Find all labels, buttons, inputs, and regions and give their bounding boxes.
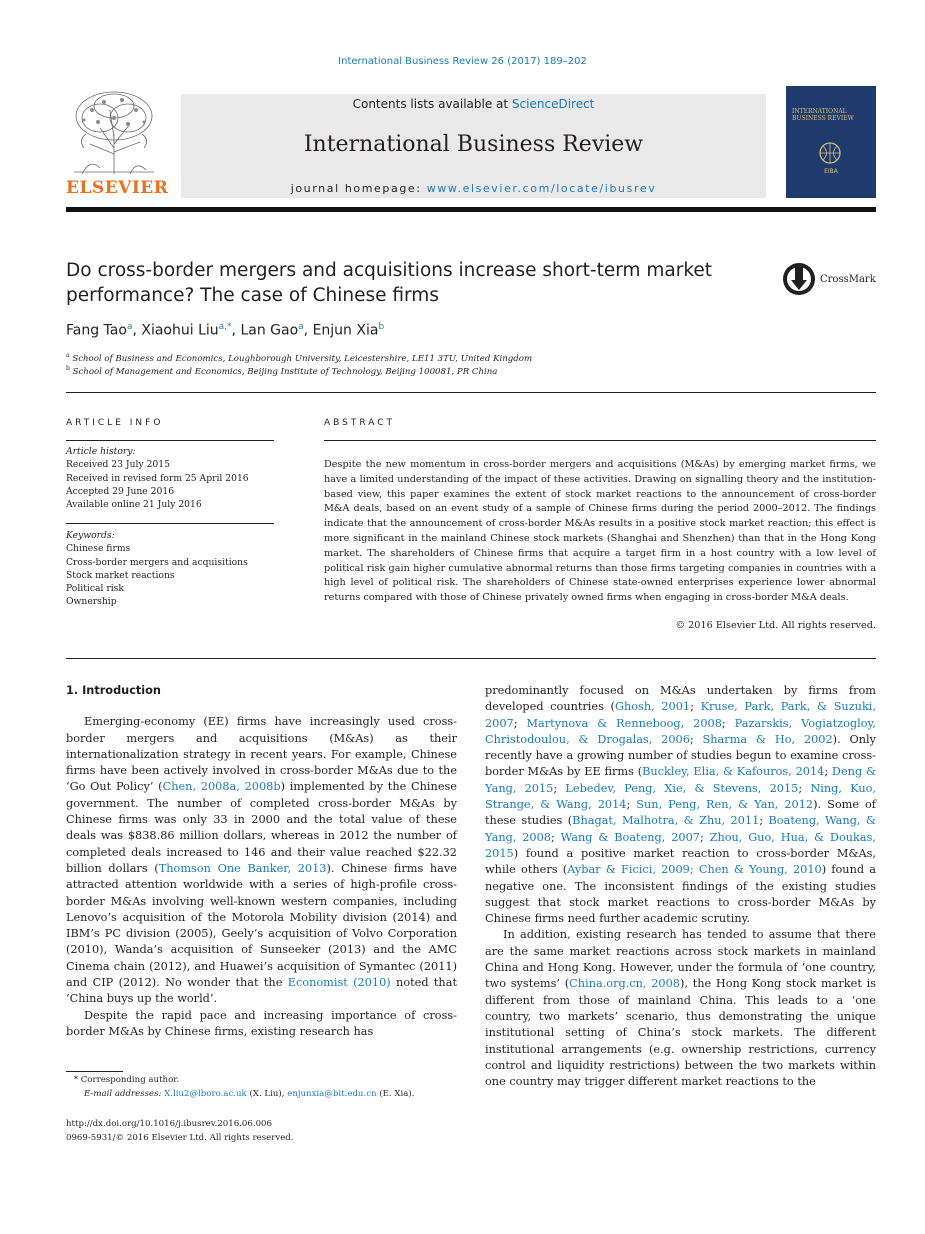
body-column-right xyxy=(485,683,876,1090)
paragraph-text: Emerging-economy (EE) firms have increasingly used cross-border mergers and acquisitions (M&As) as their internationalization strategy in recent years. For example, Chinese firms have been actively involved in cross-border M&As due to the ‘Go Out Policy’ ( xyxy=(66,715,457,794)
keyword: Political risk xyxy=(66,583,124,595)
paragraph-text: ), the Hong Kong stock market is different from those of mainland China. This leads to a ‘one country, two markets’ scenario, thus demonstrating the unique institutional setting of China’s stock markets. The different institutional arrangements (e.g. ownership restrictions, currency control and liquidity restrictions) between the two markets within one country may trigger different market reactions to the xyxy=(485,977,877,1089)
paragraph-text: predominantly focused on M&As undertaken by firms from developed countries ( xyxy=(485,684,876,714)
author-separator: , xyxy=(303,322,313,339)
contents-prefix: Contents lists available at xyxy=(352,97,512,111)
paragraph-text: ; xyxy=(699,830,710,844)
email-link[interactable]: X.liu2@lboro.ac.uk xyxy=(164,1089,247,1099)
affiliation-text: School of Management and Economics, Beijing Institute of Technology, Beijing 100081, PR China xyxy=(72,366,498,377)
crossmark-label: CrossMark xyxy=(820,274,876,285)
journal-cover-image[interactable] xyxy=(786,86,876,198)
elsevier-logo[interactable] xyxy=(66,86,169,198)
paragraph-text: ; xyxy=(513,716,527,730)
author-list xyxy=(66,322,384,339)
paragraph-text: ; xyxy=(721,716,735,730)
crossmark-badge[interactable] xyxy=(782,262,882,296)
paragraph-text: ). Only recently have a growing number of studies begun to examine cross-border M&As by EE firms ( xyxy=(485,732,877,779)
author-affil-mark[interactable]: a xyxy=(298,322,304,332)
author-affil-mark[interactable]: a xyxy=(126,322,133,332)
paragraph-text: ; xyxy=(551,830,561,844)
author-affil-mark[interactable]: b xyxy=(378,322,385,332)
paragraph-text: ; xyxy=(690,700,701,714)
journal-masthead xyxy=(181,94,766,198)
paragraph-text: In addition, existing research has tended to assume that there are the same market reactions across stock markets in mainland China and Hong Kong. However, under the formula of ‘one country, two systems’ ( xyxy=(485,928,876,991)
history-item: Received in revised form 25 April 2016 xyxy=(66,472,249,484)
homepage-prefix: journal homepage: xyxy=(290,182,427,195)
citation-link[interactable]: Boateng, Wang, & Yang, 2008 xyxy=(485,814,876,844)
author-name[interactable]: Fang Tao xyxy=(66,322,127,339)
article-info-rule xyxy=(66,440,274,441)
citation-link[interactable]: Wang & Boateng, 2007 xyxy=(560,830,700,844)
citation-link[interactable]: Sharma & Ho, 2002 xyxy=(702,732,833,746)
homepage-line xyxy=(181,182,766,195)
citation-link[interactable]: Buckley, Elia, & Kafouros, 2014 xyxy=(642,765,825,779)
history-item: Received 23 July 2015 xyxy=(66,459,170,471)
email-link[interactable]: enjunxia@bit.edu.cn xyxy=(287,1089,377,1099)
keyword: Chinese firms xyxy=(66,543,131,555)
footnote-rule xyxy=(66,1071,123,1072)
citation-link[interactable]: Martynova & Renneboog, 2008 xyxy=(526,716,722,730)
history-item: Available online 21 July 2016 xyxy=(66,499,202,511)
keywords-heading: Keywords: xyxy=(66,530,115,541)
body-paragraph xyxy=(485,683,876,927)
body-column-left xyxy=(66,683,457,1040)
paragraph-text: ; xyxy=(689,732,703,746)
author-affil-mark[interactable]: a,* xyxy=(218,322,232,332)
body-paragraph xyxy=(66,1008,457,1041)
paragraph-text: ; xyxy=(553,781,566,795)
keyword: Cross-border mergers and acquisitions xyxy=(66,556,248,568)
sciencedirect-link[interactable]: ScienceDirect xyxy=(511,97,595,111)
citation-link[interactable]: Thomson One Banker, 2013 xyxy=(158,861,327,875)
affiliation-mark: b xyxy=(66,365,70,372)
author-name[interactable]: Lan Gao xyxy=(240,322,299,339)
history-item: Accepted 29 June 2016 xyxy=(66,485,175,497)
email-owner: (E. Xia). xyxy=(376,1089,415,1099)
journal-citation-link[interactable]: International Business Review 26 (2017) 189–202 xyxy=(338,56,587,67)
history-heading: Article history: xyxy=(66,446,136,457)
author-separator: , xyxy=(132,322,142,339)
paragraph-text: ; xyxy=(759,814,769,828)
affiliation-mark: a xyxy=(66,352,70,359)
paragraph-text: Despite the rapid pace and increasing importance of cross-border M&As by Chinese firms, existing research has xyxy=(66,1008,457,1038)
paragraph-text: noted that ‘China buys up the world’. xyxy=(66,976,457,1006)
corresponding-text: Corresponding author. xyxy=(80,1075,180,1085)
cover-emblem-icon xyxy=(814,142,846,164)
affiliation-text: School of Business and Economics, Loughborough University, Leicestershire, LE11 3TU, United Kingdom xyxy=(72,353,533,364)
paper-title: Do cross-border mergers and acquisitions increase short-term market performance? The case of Chinese firms xyxy=(66,260,713,306)
elsevier-wordmark: ELSEVIER xyxy=(66,178,169,198)
paragraph-text: ) found a positive market reaction to cross-border M&As, while others ( xyxy=(485,846,876,877)
keyword: Ownership xyxy=(66,596,117,608)
header-rule xyxy=(66,207,876,212)
citation-link[interactable]: Pazarskis, Vogiatzogloy, Christodoulou, & Drogalas, 2006 xyxy=(485,716,876,746)
abstract-text: Despite the new momentum in cross-border mergers and acquisitions (M&As) by emerging market firms, we have a limited understanding of the impact of these activities. Drawing on signalling theory and the institution-based view, this paper examines the extent of stock market reactions to the announcement of cross-border M&A deals, based on an event study of a sample of Chinese firms during the period 2000–2012. The findings indicate that the announcement of cross-border M&As results in a positive stock market reaction; this effect is more significant in the mainland Chinese stock markets (Shanghai and Shenzhen) than that in the Hong Kong market. The shareholders of Chinese firms that acquire a target firm in a host country with a low level of political risk gain higher cumulative abnormal returns than those firms targeting companies in countries with a high level of political risk. The shareholders of Chinese state-owned enterprises experience lower abnormal returns compared with those of Chinese privately owned firms when engaging in cross-border M&A deals. xyxy=(324,459,876,604)
footnote-mark: * xyxy=(73,1075,78,1085)
citation-link[interactable]: Lebedev, Peng, Xie, & Stevens, 2015 xyxy=(565,781,799,795)
keywords xyxy=(66,529,248,609)
cover-org: EIBA xyxy=(824,168,838,175)
citation-link[interactable]: Bhagat, Malhotra, & Zhu, 2011 xyxy=(572,814,760,828)
abstract-label: ABSTRACT xyxy=(324,418,396,428)
citation-link[interactable]: Aybar & Ficici, 2009; Chen & Young, 2010 xyxy=(567,863,822,877)
paragraph-text: ; xyxy=(824,765,832,779)
citation-link[interactable]: Ghosh, 2001 xyxy=(614,700,691,714)
citation-link[interactable]: Zhou, Guo, Hua, & Doukas, 2015 xyxy=(485,830,876,860)
article-history xyxy=(66,445,249,511)
keywords-rule xyxy=(66,523,274,524)
author-separator: , xyxy=(231,322,241,339)
paragraph-text: ). Some of these studies ( xyxy=(485,798,876,828)
paragraph-text: ) implemented by the Chinese government. The number of completed cross-border M&As by Chinese firms was only 33 in 2000 and the total value of these deals was $838.86 million dollars, whereas in 2012 the number of completed deals increased to 146 and their value reached $22.32 billion dollars ( xyxy=(66,780,457,875)
email-owner: (X. Liu), xyxy=(246,1089,288,1099)
journal-homepage-link[interactable]: www.elsevier.com/locate/ibusrev xyxy=(426,182,657,195)
citation-link[interactable]: Sun, Peng, Ren, & Yan, 2012 xyxy=(636,798,814,812)
citation-link[interactable]: Chen, 2008a, 2008b xyxy=(162,780,281,794)
email-note xyxy=(84,1089,414,1099)
paragraph-text: ; xyxy=(798,781,811,795)
body-paragraph xyxy=(66,714,457,1007)
body-divider xyxy=(66,658,876,659)
paragraph-text: ; xyxy=(626,798,637,812)
abstract-rule xyxy=(324,440,876,441)
author-name[interactable]: Enjun Xia xyxy=(312,322,379,339)
citation-link[interactable]: Deng & Yang, 2015 xyxy=(485,765,876,795)
elsevier-tree-icon xyxy=(70,88,158,176)
cover-title: INTERNATIONAL BUSINESS REVIEW xyxy=(792,108,854,122)
crossmark-icon xyxy=(782,262,816,296)
citation-link[interactable]: Kruse, Park, Park, & Suzuki, 2007 xyxy=(485,700,876,730)
email-heading: E-mail addresses: xyxy=(84,1089,162,1099)
affiliation xyxy=(66,365,497,377)
section-heading: 1. Introduction xyxy=(66,684,161,697)
paragraph-text: ) found a negative one. The inconsistent findings of the existing studies suggest that stock market reactions to cross-border M&As by Chinese firms need further academic scrutiny. xyxy=(485,863,876,926)
body-paragraph xyxy=(485,927,876,1090)
doi-link[interactable]: http://dx.doi.org/10.1016/j.ibusrev.2016.06.006 xyxy=(66,1119,272,1129)
abstract-copyright: © 2016 Elsevier Ltd. All rights reserved. xyxy=(675,620,876,631)
journal-header xyxy=(66,86,876,198)
paragraph-text: ). Chinese firms have attracted attention worldwide with a series of high-profile cross-border M&As involving well-known western companies, including Lenovo’s acquisition of the Motorola Mobility division (2014) and IBM’s PC division (2005), Geely’s acquisition of Volvo Corporation (2010), Wanda’s acquisition of Sunseeker (2013) and the AMC Cinema chain (2012), and Huawei’s acquisition of Symantec (2011) and CIP (2012). No wonder that the xyxy=(66,861,457,990)
author-name[interactable]: Xiaohui Liu xyxy=(141,322,219,339)
section-divider xyxy=(66,392,876,393)
contents-line xyxy=(181,97,766,111)
citation-link[interactable]: Economist (2010) xyxy=(287,976,391,990)
citation-link[interactable]: China.org.cn, 2008 xyxy=(569,977,680,991)
keyword: Stock market reactions xyxy=(66,569,175,581)
citation-link[interactable]: Ning, Kuo, Strange, & Wang, 2014 xyxy=(485,781,877,812)
affiliation xyxy=(66,352,532,364)
issn-line: 0969-5931/© 2016 Elsevier Ltd. All rights reserved. xyxy=(66,1133,294,1143)
article-info-label: ARTICLE INFO xyxy=(66,418,164,428)
journal-title: International Business Review xyxy=(303,132,644,157)
corresponding-author-note xyxy=(66,1075,179,1085)
